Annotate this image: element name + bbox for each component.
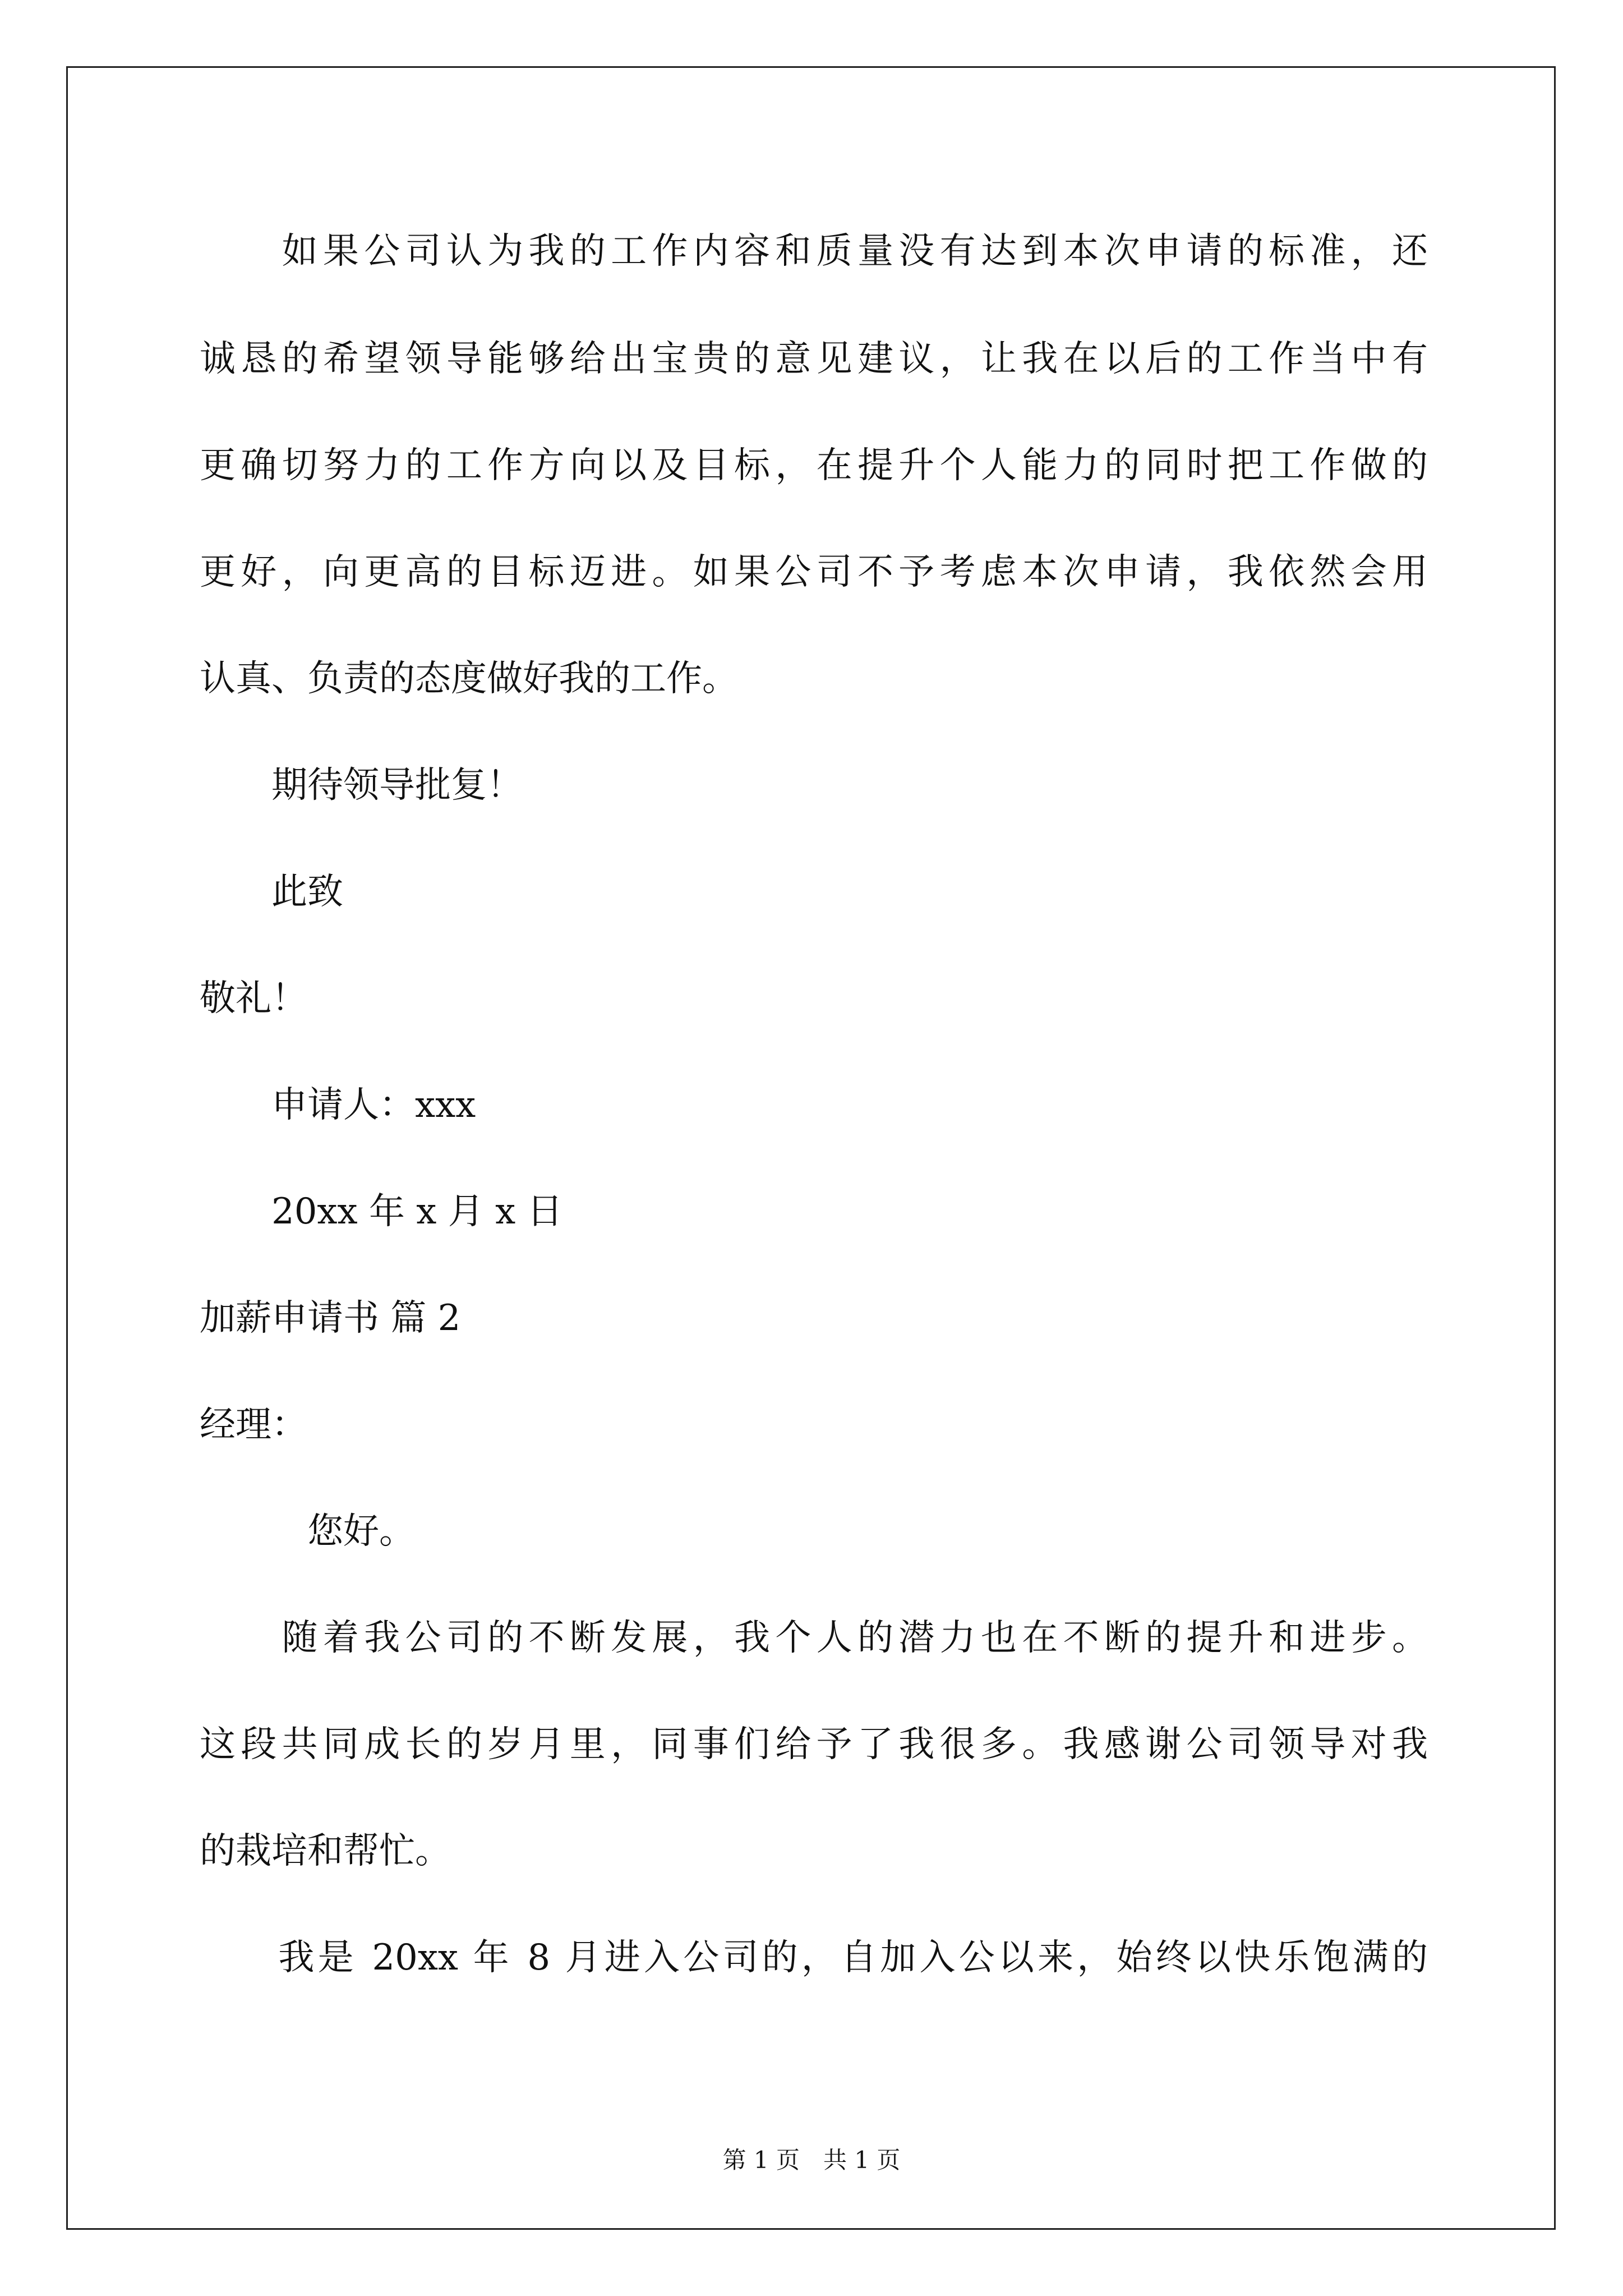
paragraph-line: 的栽培和帮忙。 xyxy=(200,1830,451,1872)
section-title: 加薪申请书 篇 2 xyxy=(200,1297,461,1339)
paragraph-line: 如果公司认为我的工作内容和质量没有达到本次申请的标准，还 xyxy=(200,231,1428,272)
paragraph-line: 这段共同成长的岁月里，同事们给予了我很多。我感谢公司领导对我 xyxy=(200,1724,1428,1765)
paragraph-line: 我是 20xx 年 8 月进入公司的，自加入公以来，始终以快乐饱满的 xyxy=(200,1937,1428,1978)
paragraph-line: 认真、负责的态度做好我的工作。 xyxy=(200,658,738,700)
page-border xyxy=(66,66,1556,2230)
addressee: 经理： xyxy=(200,1404,307,1446)
page-footer: 第 1 页 共 1 页 xyxy=(722,2146,901,2174)
date-line: 20xx 年 x 月 x 日 xyxy=(200,1191,563,1232)
applicant-line: 申请人：xxx xyxy=(200,1084,476,1126)
paragraph-line: 随着我公司的不断发展，我个人的潜力也在不断的提升和进步。 xyxy=(200,1617,1428,1659)
salutation-jingli: 敬礼！ xyxy=(200,978,307,1019)
paragraph-line: 更好，向更高的目标迈进。如果公司不予考虑本次申请，我依然会用 xyxy=(200,551,1428,593)
greeting: 您好。 xyxy=(200,1511,415,1552)
salutation-cizhi: 此致 xyxy=(200,871,343,913)
closing-request: 期待领导批复！ xyxy=(200,765,523,806)
paragraph-line: 更确切努力的工作方向以及目标，在提升个人能力的同时把工作做的 xyxy=(200,445,1428,486)
paragraph-line: 诚恳的希望领导能够给出宝贵的意见建议，让我在以后的工作当中有 xyxy=(200,338,1428,380)
